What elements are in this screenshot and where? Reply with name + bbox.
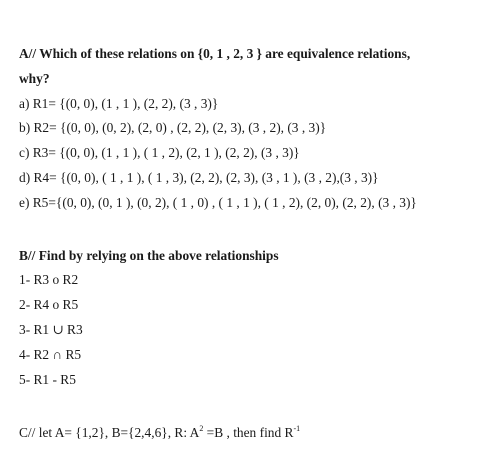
question-b-heading: B// Find by relying on the above relationships (19, 248, 279, 263)
relation-r5: e) R5={(0, 0), (0, 1 ), (0, 2), ( 1 , 0) , ( 1 , 1 ), ( 1 , 2), (2, 0), (2, 2), (3 , 3)} (19, 195, 417, 210)
relation-r3: c) R3= {(0, 0), (1 , 1 ), ( 1 , 2), (2, 1 ), (2, 2), (3 , 3)} (19, 145, 300, 160)
b-item-2: 2- R4 o R5 (19, 297, 79, 312)
relation-r4: d) R4= {(0, 0), ( 1 , 1 ), ( 1 , 3), (2, 2), (2, 3), (3 , 1 ), (3 , 2),(3 , 3)} (19, 170, 379, 185)
question-c-prefix: C// let A= {1,2}, B={2,4,6}, R: A (19, 425, 200, 440)
relation-r1: a) R1= {(0, 0), (1 , 1 ), (2, 2), (3 , 3)} (19, 96, 219, 111)
question-c-inverse-exponent: -1 (293, 424, 301, 433)
question-a-line1: A// Which of these relations on {0, 1 , 2, 3 } are equivalence relations, (19, 46, 411, 61)
question-c (19, 425, 300, 441)
b-item-5: 5- R1 - R5 (19, 372, 76, 387)
question-c-exponent: 2 (199, 424, 204, 433)
b-item-1: 1- R3 o R2 (19, 272, 79, 287)
b-item-3: 3- R1 ∪ R3 (19, 322, 83, 337)
relation-r2: b) R2= {(0, 0), (0, 2), (2, 0) , (2, 2), (2, 3), (3 , 2), (3 , 3)} (19, 120, 327, 135)
b-item-4: 4- R2 ∩ R5 (19, 347, 82, 362)
question-a-line2: why? (19, 71, 50, 86)
question-c-middle: =B , then find R (203, 425, 294, 440)
